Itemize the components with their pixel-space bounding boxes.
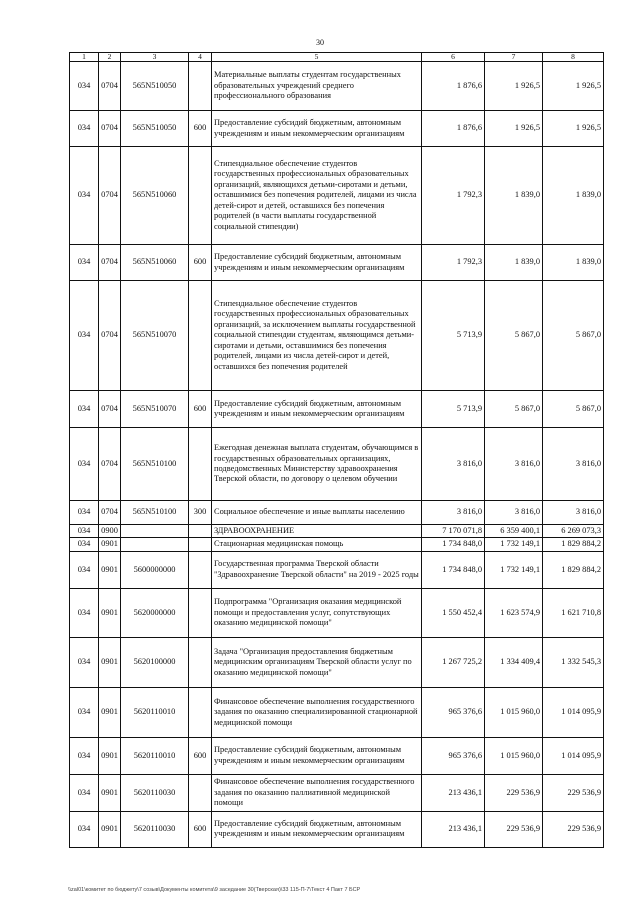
cell-amount-year-1: 5 713,9 bbox=[422, 391, 485, 428]
cell-amount-year-1: 1 267 725,2 bbox=[422, 637, 485, 687]
cell-description: Социальное обеспечение и иные выплаты населению bbox=[212, 501, 422, 525]
cell-section-code: 0901 bbox=[99, 737, 121, 774]
cell-section-code: 0901 bbox=[99, 588, 121, 637]
cell-target-article: 565N510050 bbox=[121, 111, 189, 147]
cell-admin-code: 034 bbox=[70, 811, 99, 847]
cell-amount-year-1: 965 376,6 bbox=[422, 737, 485, 774]
cell-section-code: 0901 bbox=[99, 811, 121, 847]
cell-admin-code: 034 bbox=[70, 687, 99, 737]
cell-amount-year-2: 3 816,0 bbox=[485, 428, 543, 501]
cell-amount-year-3: 3 816,0 bbox=[543, 428, 604, 501]
cell-admin-code: 034 bbox=[70, 774, 99, 811]
cell-description: Финансовое обеспечение выполнения государственного задания по оказанию паллиативной медицинской помощи bbox=[212, 774, 422, 811]
cell-amount-year-3: 1 926,5 bbox=[543, 62, 604, 111]
cell-target-article: 565N510100 bbox=[121, 428, 189, 501]
cell-expense-type bbox=[189, 62, 212, 111]
cell-section-code: 0704 bbox=[99, 62, 121, 111]
cell-section-code: 0901 bbox=[99, 637, 121, 687]
cell-description: Предоставление субсидий бюджетным, автономным учреждениям и иным некоммерческим организациям bbox=[212, 245, 422, 281]
cell-amount-year-1: 1 792,3 bbox=[422, 245, 485, 281]
cell-amount-year-1: 1 876,6 bbox=[422, 62, 485, 111]
header-cell: 1 bbox=[70, 53, 99, 62]
budget-table bbox=[69, 52, 604, 848]
cell-admin-code: 034 bbox=[70, 281, 99, 391]
cell-description: Государственная программа Тверской области "Здравоохранение Тверской области" на 2019 - 2025 годы bbox=[212, 551, 422, 588]
cell-section-code: 0704 bbox=[99, 245, 121, 281]
cell-amount-year-1: 1 792,3 bbox=[422, 147, 485, 245]
cell-amount-year-2: 1 926,5 bbox=[485, 62, 543, 111]
cell-amount-year-3: 229 536,9 bbox=[543, 774, 604, 811]
cell-expense-type bbox=[189, 538, 212, 551]
cell-target-article: 565N510100 bbox=[121, 501, 189, 525]
cell-expense-type bbox=[189, 588, 212, 637]
table-row bbox=[70, 588, 604, 637]
cell-description: Задача "Организация предоставления бюджетным медицинским организациям Тверской области услуг по оказанию медицинской помощи" bbox=[212, 637, 422, 687]
cell-admin-code: 034 bbox=[70, 525, 99, 538]
cell-amount-year-3: 1 829 884,2 bbox=[543, 551, 604, 588]
cell-admin-code: 034 bbox=[70, 551, 99, 588]
cell-admin-code: 034 bbox=[70, 147, 99, 245]
cell-target-article bbox=[121, 525, 189, 538]
cell-section-code: 0901 bbox=[99, 687, 121, 737]
cell-amount-year-3: 1 332 545,3 bbox=[543, 637, 604, 687]
cell-amount-year-2: 3 816,0 bbox=[485, 501, 543, 525]
cell-amount-year-2: 1 732 149,1 bbox=[485, 538, 543, 551]
cell-expense-type: 600 bbox=[189, 737, 212, 774]
cell-admin-code: 034 bbox=[70, 637, 99, 687]
cell-description: Финансовое обеспечение выполнения государственного задания по оказанию специализированной стационарной медицинской помощи bbox=[212, 687, 422, 737]
cell-description: Стипендиальное обеспечение студентов государственных профессиональных образовательных организаций, за исключением выплаты государственной социальной стипендии студентам, являющимся детьми-сиротами и детьми, оставшимися без попечения родителей, лицами из числа детей-сирот и детей, оставшихся без попечения родителей bbox=[212, 281, 422, 391]
table-row bbox=[70, 147, 604, 245]
cell-target-article: 565N510070 bbox=[121, 391, 189, 428]
cell-admin-code: 034 bbox=[70, 501, 99, 525]
cell-amount-year-2: 5 867,0 bbox=[485, 391, 543, 428]
table-row bbox=[70, 538, 604, 551]
cell-amount-year-1: 213 436,1 bbox=[422, 811, 485, 847]
cell-expense-type: 300 bbox=[189, 501, 212, 525]
cell-amount-year-2: 5 867,0 bbox=[485, 281, 543, 391]
cell-description: Предоставление субсидий бюджетным, автономным учреждениям и иным некоммерческим организациям bbox=[212, 811, 422, 847]
cell-target-article: 5600000000 bbox=[121, 551, 189, 588]
table-row bbox=[70, 811, 604, 847]
cell-amount-year-3: 1 839,0 bbox=[543, 245, 604, 281]
cell-target-article: 565N510050 bbox=[121, 62, 189, 111]
table-row bbox=[70, 62, 604, 111]
cell-amount-year-1: 3 816,0 bbox=[422, 501, 485, 525]
header-cell: 2 bbox=[99, 53, 121, 62]
cell-amount-year-1: 1 734 848,0 bbox=[422, 538, 485, 551]
cell-expense-type: 600 bbox=[189, 391, 212, 428]
header-cell: 4 bbox=[189, 53, 212, 62]
cell-amount-year-3: 229 536,9 bbox=[543, 811, 604, 847]
cell-amount-year-2: 1 839,0 bbox=[485, 147, 543, 245]
cell-section-code: 0704 bbox=[99, 281, 121, 391]
cell-expense-type bbox=[189, 525, 212, 538]
cell-amount-year-3: 1 926,5 bbox=[543, 111, 604, 147]
cell-amount-year-2: 1 839,0 bbox=[485, 245, 543, 281]
cell-admin-code: 034 bbox=[70, 391, 99, 428]
cell-amount-year-2: 1 926,5 bbox=[485, 111, 543, 147]
cell-amount-year-2: 229 536,9 bbox=[485, 774, 543, 811]
cell-expense-type bbox=[189, 687, 212, 737]
cell-description: Стипендиальное обеспечение студентов государственных профессиональных образовательных организаций, являющихся детьми-сиротами и детьми, оставшимися без попечения родителей, лицами из числа детей-сирот и детей, оставшихся без попечения родителей (в части выплаты государственной социальной стипендии) bbox=[212, 147, 422, 245]
footer-file-path: \\zal01\комитет по бюджету\7 созыв\Документы комитета\9 заседание 30(Тверская)\33 115-П-7\Текст 4 Пакт 7 БСР bbox=[68, 887, 361, 893]
cell-section-code: 0901 bbox=[99, 774, 121, 811]
cell-description: Предоставление субсидий бюджетным, автономным учреждениям и иным некоммерческим организациям bbox=[212, 111, 422, 147]
cell-amount-year-3: 1 014 095,9 bbox=[543, 687, 604, 737]
cell-admin-code: 034 bbox=[70, 588, 99, 637]
cell-description: ЗДРАВООХРАНЕНИЕ bbox=[212, 525, 422, 538]
cell-section-code: 0704 bbox=[99, 391, 121, 428]
cell-amount-year-1: 7 170 071,8 bbox=[422, 525, 485, 538]
page-number: 30 bbox=[316, 38, 324, 47]
cell-section-code: 0900 bbox=[99, 525, 121, 538]
cell-target-article: 5620110030 bbox=[121, 811, 189, 847]
table-row bbox=[70, 111, 604, 147]
cell-target-article bbox=[121, 538, 189, 551]
cell-expense-type: 600 bbox=[189, 111, 212, 147]
cell-description: Подпрограмма "Организация оказания медицинской помощи и предоставления услуг, сопутствующих оказанию медицинской помощи" bbox=[212, 588, 422, 637]
cell-target-article: 5620100000 bbox=[121, 637, 189, 687]
cell-amount-year-3: 6 269 073,3 bbox=[543, 525, 604, 538]
cell-expense-type bbox=[189, 774, 212, 811]
cell-section-code: 0704 bbox=[99, 501, 121, 525]
cell-target-article: 565N510070 bbox=[121, 281, 189, 391]
cell-amount-year-2: 1 015 960,0 bbox=[485, 737, 543, 774]
cell-section-code: 0901 bbox=[99, 538, 121, 551]
cell-amount-year-2: 1 732 149,1 bbox=[485, 551, 543, 588]
cell-section-code: 0704 bbox=[99, 147, 121, 245]
header-row bbox=[70, 53, 604, 62]
cell-section-code: 0704 bbox=[99, 111, 121, 147]
table-row bbox=[70, 737, 604, 774]
cell-amount-year-1: 1 734 848,0 bbox=[422, 551, 485, 588]
table-row bbox=[70, 428, 604, 501]
cell-amount-year-3: 1 829 884,2 bbox=[543, 538, 604, 551]
table-row bbox=[70, 245, 604, 281]
cell-amount-year-3: 1 839,0 bbox=[543, 147, 604, 245]
cell-target-article: 565N510060 bbox=[121, 245, 189, 281]
cell-amount-year-2: 1 623 574,9 bbox=[485, 588, 543, 637]
header-cell: 8 bbox=[543, 53, 604, 62]
cell-amount-year-3: 5 867,0 bbox=[543, 281, 604, 391]
cell-amount-year-2: 229 536,9 bbox=[485, 811, 543, 847]
cell-expense-type: 600 bbox=[189, 811, 212, 847]
cell-admin-code: 034 bbox=[70, 737, 99, 774]
cell-amount-year-2: 1 334 409,4 bbox=[485, 637, 543, 687]
cell-amount-year-1: 1 876,6 bbox=[422, 111, 485, 147]
cell-amount-year-2: 6 359 400,1 bbox=[485, 525, 543, 538]
cell-amount-year-1: 213 436,1 bbox=[422, 774, 485, 811]
cell-target-article: 5620110010 bbox=[121, 687, 189, 737]
cell-target-article: 565N510060 bbox=[121, 147, 189, 245]
cell-target-article: 5620110010 bbox=[121, 737, 189, 774]
cell-section-code: 0704 bbox=[99, 428, 121, 501]
table-row bbox=[70, 525, 604, 538]
cell-amount-year-3: 5 867,0 bbox=[543, 391, 604, 428]
cell-expense-type bbox=[189, 281, 212, 391]
header-cell: 3 bbox=[121, 53, 189, 62]
cell-expense-type bbox=[189, 147, 212, 245]
cell-admin-code: 034 bbox=[70, 428, 99, 501]
cell-expense-type: 600 bbox=[189, 245, 212, 281]
header-cell: 6 bbox=[422, 53, 485, 62]
cell-expense-type bbox=[189, 551, 212, 588]
cell-description: Материальные выплаты студентам государственных образовательных учреждений среднего профессионального образования bbox=[212, 62, 422, 111]
table-row bbox=[70, 687, 604, 737]
cell-amount-year-2: 1 015 960,0 bbox=[485, 687, 543, 737]
cell-amount-year-1: 3 816,0 bbox=[422, 428, 485, 501]
cell-amount-year-3: 3 816,0 bbox=[543, 501, 604, 525]
table-row bbox=[70, 391, 604, 428]
cell-admin-code: 034 bbox=[70, 538, 99, 551]
cell-target-article: 5620110030 bbox=[121, 774, 189, 811]
table-row bbox=[70, 637, 604, 687]
cell-amount-year-3: 1 621 710,8 bbox=[543, 588, 604, 637]
cell-amount-year-3: 1 014 095,9 bbox=[543, 737, 604, 774]
cell-admin-code: 034 bbox=[70, 62, 99, 111]
table-row bbox=[70, 281, 604, 391]
cell-amount-year-1: 1 550 452,4 bbox=[422, 588, 485, 637]
cell-target-article: 5620000000 bbox=[121, 588, 189, 637]
cell-amount-year-1: 5 713,9 bbox=[422, 281, 485, 391]
cell-admin-code: 034 bbox=[70, 111, 99, 147]
table-row bbox=[70, 501, 604, 525]
cell-amount-year-1: 965 376,6 bbox=[422, 687, 485, 737]
header-cell: 7 bbox=[485, 53, 543, 62]
cell-description: Стационарная медицинская помощь bbox=[212, 538, 422, 551]
table-row bbox=[70, 551, 604, 588]
cell-section-code: 0901 bbox=[99, 551, 121, 588]
cell-expense-type bbox=[189, 637, 212, 687]
cell-expense-type bbox=[189, 428, 212, 501]
table-row bbox=[70, 774, 604, 811]
cell-description: Предоставление субсидий бюджетным, автономным учреждениям и иным некоммерческим организациям bbox=[212, 391, 422, 428]
cell-description: Ежегодная денежная выплата студентам, обучающимся в государственных образовательных организациях, подведомственных Министерству здравоохранения Тверской области, по договору о целевом обучении bbox=[212, 428, 422, 501]
cell-description: Предоставление субсидий бюджетным, автономным учреждениям и иным некоммерческим организациям bbox=[212, 737, 422, 774]
header-cell: 5 bbox=[212, 53, 422, 62]
cell-admin-code: 034 bbox=[70, 245, 99, 281]
